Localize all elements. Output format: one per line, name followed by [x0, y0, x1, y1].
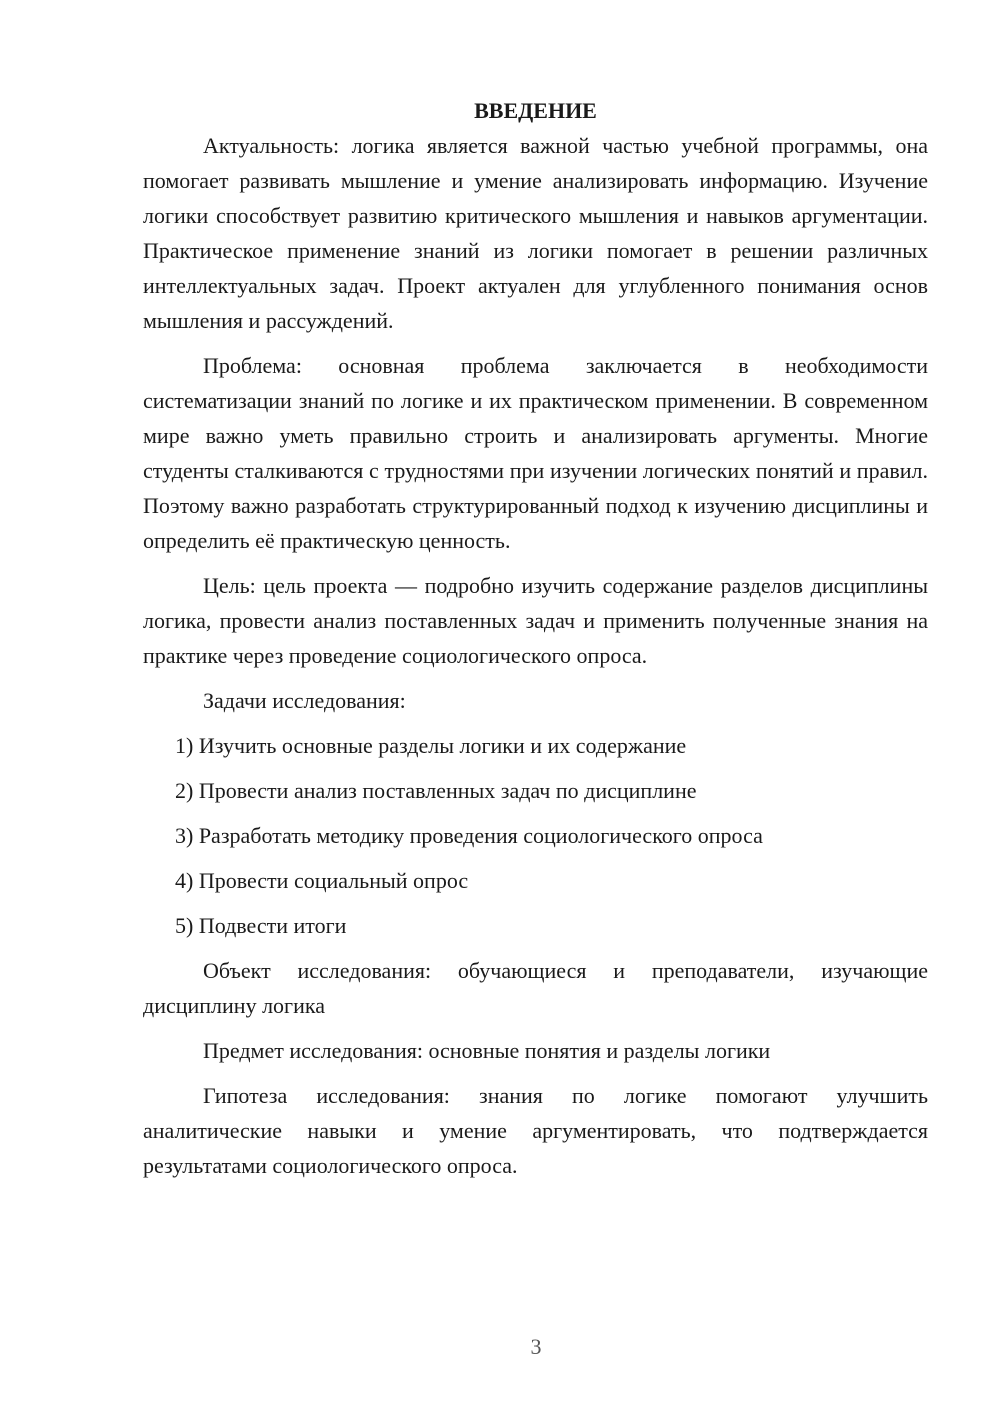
page-content — [143, 93, 928, 1183]
section-title: ВВЕДЕНИЕ — [474, 98, 597, 123]
problem-paragraph: Проблема: основная проблема заключается в необходимости систематизации знаний по логике и их практическом применении. В современном мире важно уметь правильно строить и анализировать аргументы. Многие студенты сталкиваются с трудностями при изучении логических понятий и правил. Поэтому важно разработать структурированный подход к изучению дисциплины и определить её практическую ценность. — [143, 353, 928, 553]
relevance-paragraph: Актуальность: логика является важной частью учебной программы, она помогает развивать мышление и умение анализировать информацию. Изучение логики способствует развитию критического мышления и навыков аргументации. Практическое применение знаний из логики помогает в решении различных интеллектуальных задач. Проект актуален для углубленного понимания основ мышления и рассуждений. — [143, 133, 928, 333]
list-item: 1) Изучить основные разделы логики и их содержание — [175, 733, 687, 758]
tasks-heading: Задачи исследования: — [203, 688, 406, 713]
list-item: 5) Подвести итоги — [175, 913, 347, 938]
page-number: 3 — [530, 1334, 542, 1359]
goal-paragraph: Цель: цель проекта — подробно изучить содержание разделов дисциплины логика, провести анализ поставленных задач и применить полученные знания на практике через проведение социологического опроса. — [143, 573, 928, 668]
object-paragraph: Объект исследования: обучающиеся и преподаватели, изучающие дисциплину логика — [143, 958, 928, 1018]
list-item: 3) Разработать методику проведения социологического опроса — [175, 823, 763, 848]
tasks-list — [143, 728, 928, 943]
subject-paragraph: Предмет исследования: основные понятия и разделы логики — [203, 1038, 771, 1063]
list-item: 4) Провести социальный опрос — [175, 868, 469, 893]
hypothesis-paragraph: Гипотеза исследования: знания по логике помогают улучшить аналитические навыки и умение аргументировать, что подтверждается результатами социологического опроса. — [143, 1083, 928, 1178]
list-item: 2) Провести анализ поставленных задач по дисциплине — [175, 778, 697, 803]
